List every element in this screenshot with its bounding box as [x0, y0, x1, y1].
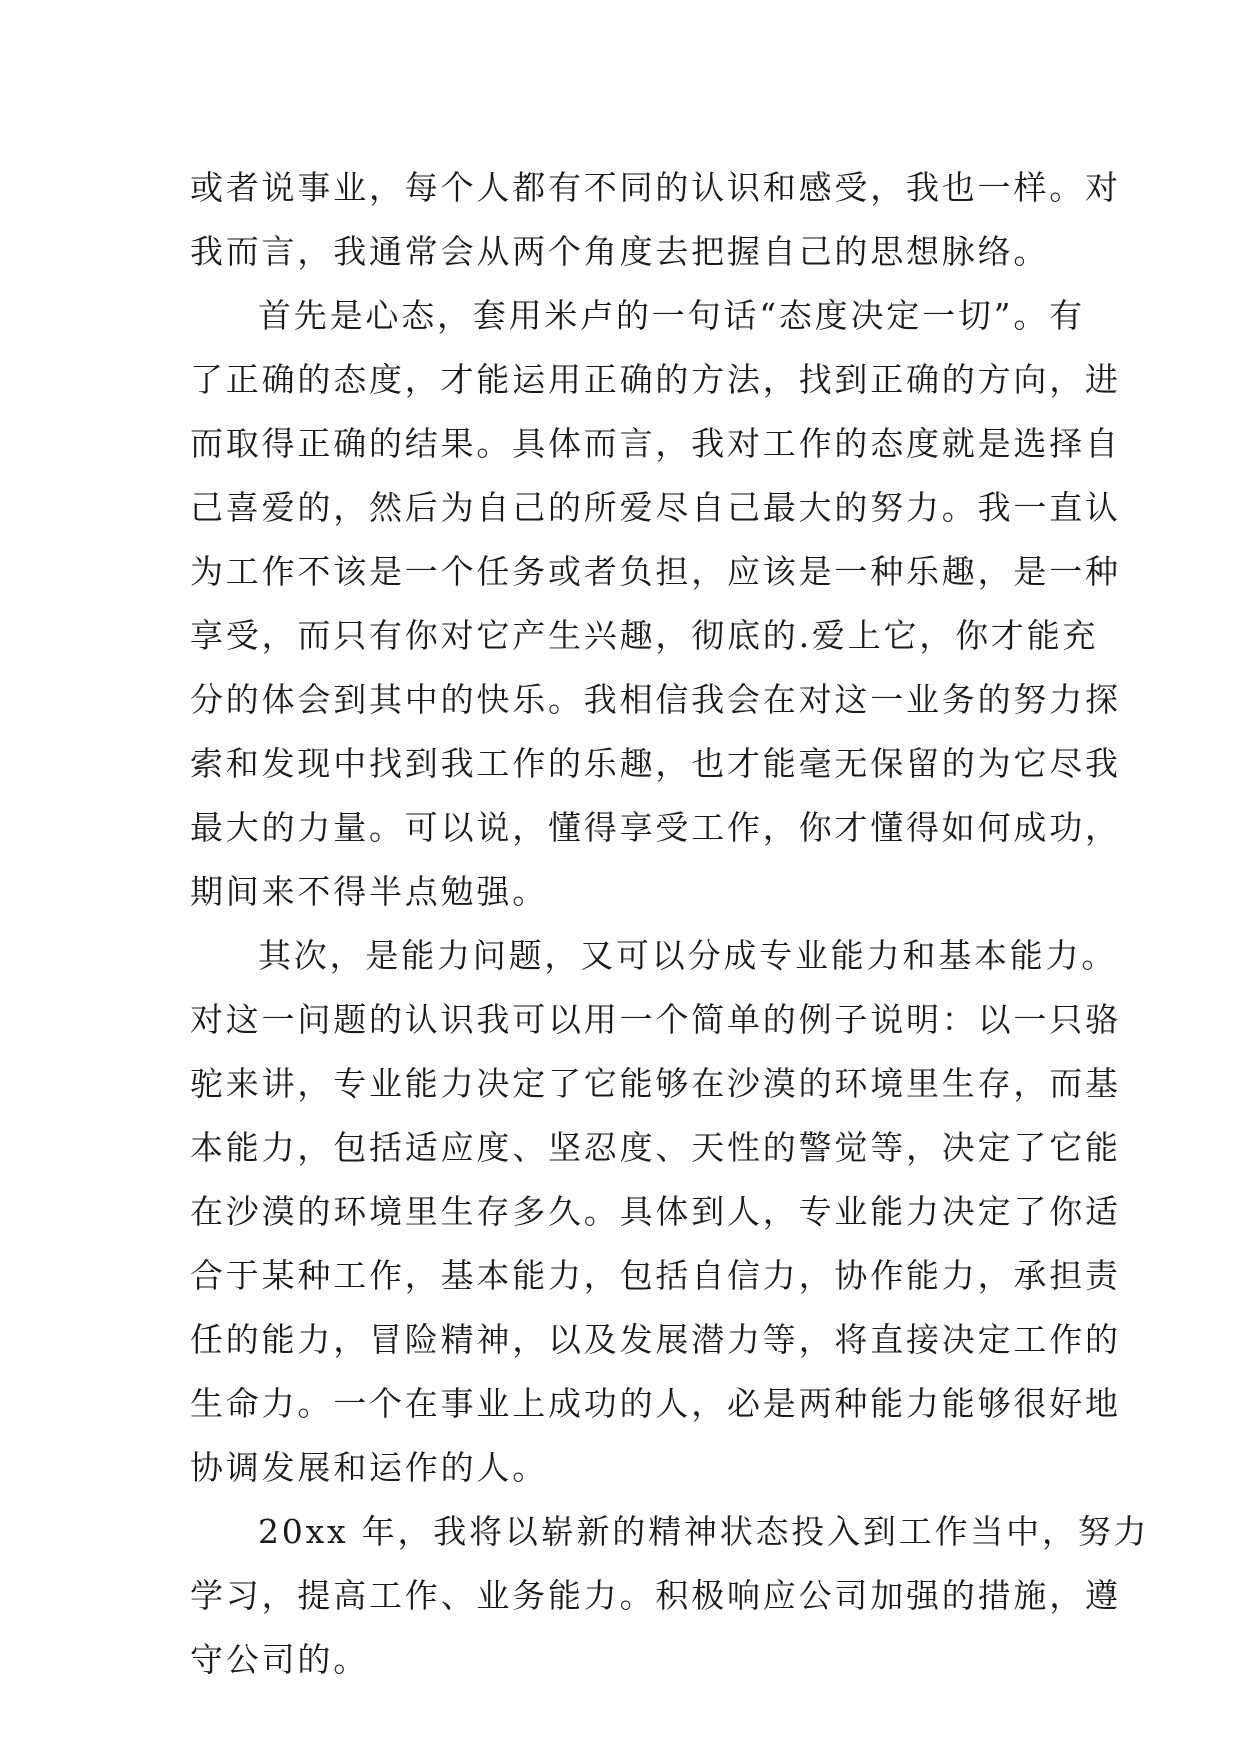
- text-line: 协调发展和运作的人。: [190, 1448, 548, 1487]
- document-body: [190, 156, 1150, 1692]
- text-line: 最大的力量。可以说，懂得享受工作，你才懂得如何成功，: [190, 808, 1121, 847]
- text-line: 对这一问题的认识我可以用一个简单的例子说明：以一只骆: [190, 1000, 1121, 1039]
- text-line: 守公司的。: [190, 1640, 369, 1679]
- text-line: 索和发现中找到我工作的乐趣，也才能毫无保留的为它尽我: [190, 744, 1121, 783]
- text-line: 分的体会到其中的快乐。我相信我会在对这一业务的努力探: [190, 680, 1121, 719]
- text-line: 任的能力，冒险精神，以及发展潜力等，将直接决定工作的: [190, 1320, 1121, 1359]
- text-line: 而取得正确的结果。具体而言，我对工作的态度就是选择自: [190, 424, 1121, 463]
- text-line: 或者说事业，每个人都有不同的认识和感受，我也一样。对: [190, 168, 1121, 207]
- text-line: 本能力，包括适应度、坚忍度、天性的警觉等，决定了它能: [190, 1128, 1121, 1167]
- text-line: 生命力。一个在事业上成功的人，必是两种能力能够很好地: [190, 1384, 1121, 1423]
- paragraph-start-line: 20xx 年，我将以崭新的精神状态投入到工作当中，努力: [258, 1512, 1150, 1551]
- text-line: 为工作不该是一个任务或者负担，应该是一种乐趣，是一种: [190, 552, 1121, 591]
- paragraph-start-line: 首先是心态，套用米卢的一句话“态度决定一切”。有: [258, 296, 1085, 335]
- text-line: 驼来讲，专业能力决定了它能够在沙漠的环境里生存，而基: [190, 1064, 1121, 1103]
- text-line: 学习，提高工作、业务能力。积极响应公司加强的措施，遵: [190, 1576, 1121, 1615]
- text-line: 在沙漠的环境里生存多久。具体到人，专业能力决定了你适: [190, 1192, 1121, 1231]
- text-line: 享受，而只有你对它产生兴趣，彻底的.爱上它，你才能充: [190, 616, 1099, 655]
- text-line: 了正确的态度，才能运用正确的方法，找到正确的方向，进: [190, 360, 1121, 399]
- text-line: 我而言，我通常会从两个角度去把握自己的思想脉络。: [190, 232, 1050, 271]
- text-line: 合于某种工作，基本能力，包括自信力，协作能力，承担责: [190, 1256, 1121, 1295]
- paragraph-start-line: 其次，是能力问题，又可以分成专业能力和基本能力。: [258, 936, 1118, 975]
- text-line: 期间来不得半点勉强。: [190, 872, 548, 911]
- text-line: 己喜爱的，然后为自己的所爱尽自己最大的努力。我一直认: [190, 488, 1121, 527]
